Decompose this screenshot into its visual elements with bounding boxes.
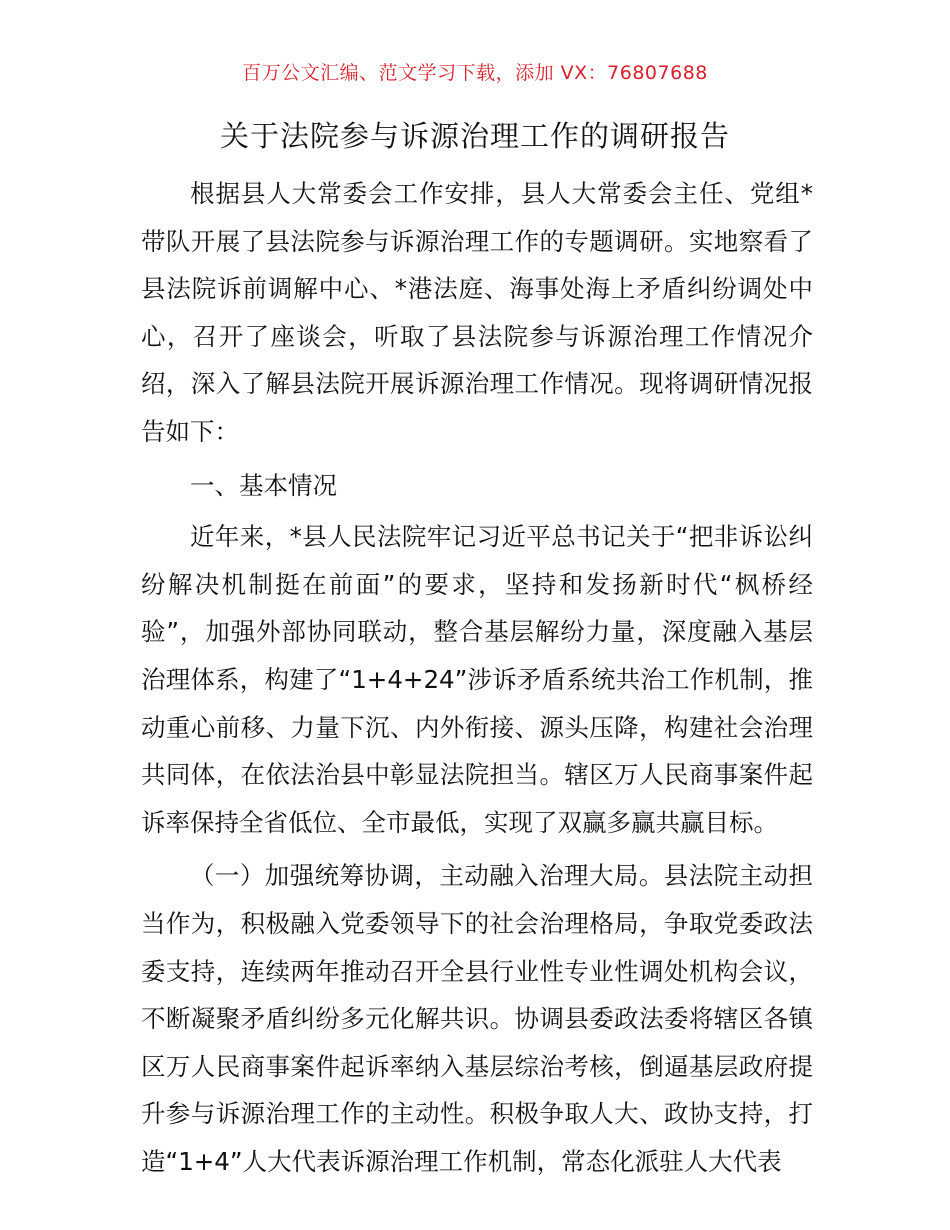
overview-paragraph: 近年来，*县人民法院牢记习近平总书记关于“把非诉讼纠纷解决机制挺在前面”的要求，坚持和发扬新时代“枫桥经验”，加强外部协同联动，整合基层解纷力量，深度融入基层治理体系，构建了“1+4+24”涉诉矛盾系统共治工作机制，推动重心前移、力量下沉、内外衔接、源头压降，构建社会治理共同体，在依法治县中彰显法院担当。辖区万人民商事案件起诉率保持全省低位、全市最低，实现了双赢多赢共赢目标。 — [141, 522, 813, 837]
subsection-paragraph-1: （一）加强统筹协调，主动融入治理大局。县法院主动担当作为，积极融入党委领导下的社会治理格局，争取党委政法委支持，连续两年推动召开全县行业性专业性调处机构会议，不断凝聚矛盾纠纷多元化解共识。协调县委政法委将辖区各镇区万人民商事案件起诉率纳入基层综治考核，倒逼基层政府提升参与诉源治理工作的主动性。积极争取人大、政协支持，打造“1+4”人大代表诉源治理工作机制，常态化派驻人大代表 — [141, 861, 813, 1176]
header-promo-note: 百万公文汇编、范文学习下载，添加 VX：76807688 — [242, 62, 708, 84]
intro-paragraph: 根据县人大常委会工作安排，县人大常委会主任、党组*带队开展了县法院参与诉源治理工作的专题调研。实地察看了县法院诉前调解中心、*港法庭、海事处海上矛盾纠纷调处中心，召开了座谈会，听取了县法院参与诉源治理工作情况介绍，深入了解县法院开展诉源治理工作情况。现将调研情况报告如下： — [141, 179, 813, 446]
section-heading-basic-situation: 一、基本情况 — [190, 470, 337, 500]
document-title: 关于法院参与诉源治理工作的调研报告 — [219, 119, 730, 153]
document-body — [141, 170, 813, 1191]
